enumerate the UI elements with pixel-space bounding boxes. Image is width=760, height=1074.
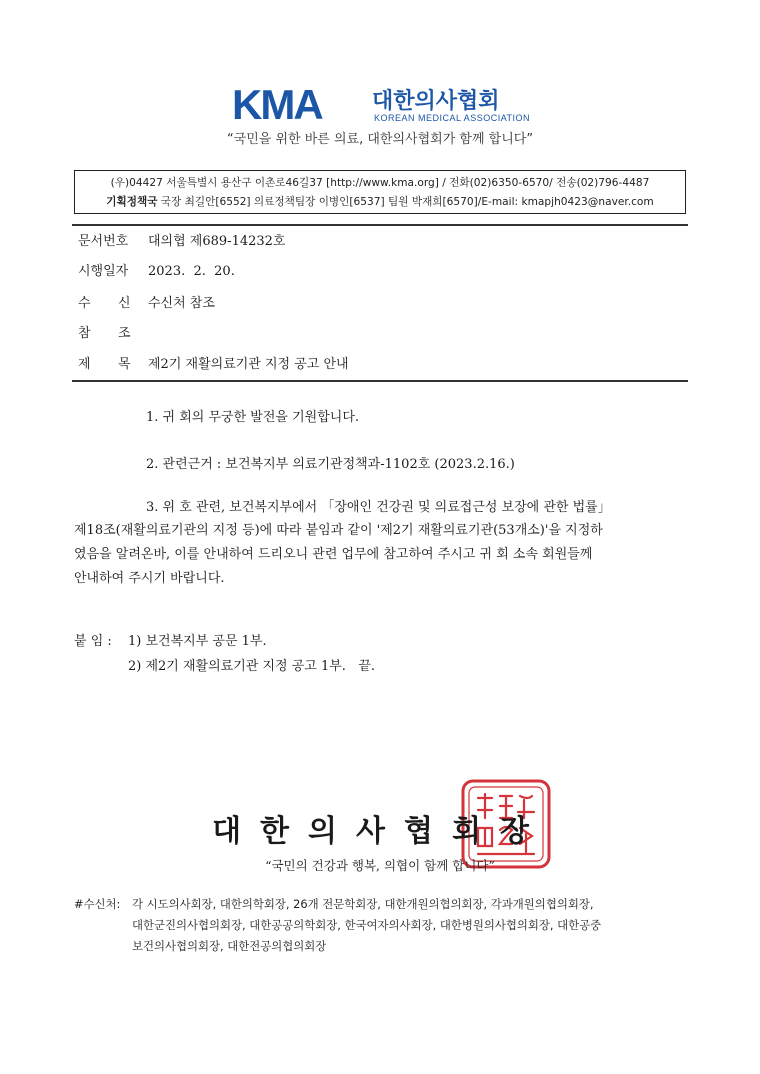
recipients-line-2: 대한군진의사협의회장, 대한공공의학회장, 한국여자의사회장, 대한병원의사협의회장, 대한공중 xyxy=(132,918,602,932)
meta-reference xyxy=(78,324,148,344)
body-paragraph-3-line-4: 안내하여 주시기 바랍니다. xyxy=(74,571,225,586)
doc-no-label: 문서번호 xyxy=(78,234,129,249)
meta-date xyxy=(78,262,235,282)
recipients-label: #수신처: xyxy=(74,897,121,911)
contact-staff-line xyxy=(75,193,685,212)
signature-title: 대한의사협회장 xyxy=(212,814,548,849)
subject-value: 제2기 재활의료기관 지정 공고 안내 xyxy=(148,357,349,372)
body-paragraph-2: 2. 관련근거 : 보건복지부 의료기관정책과-1102호 (2023.2.16.) xyxy=(146,457,515,472)
meta-subject xyxy=(78,355,349,375)
logo-org-name-en: Korean Medical Association xyxy=(374,113,531,123)
signature-motto: “국민의 건강과 행복, 의협이 함께 합니다” xyxy=(265,858,495,873)
body-paragraph-1: 1. 귀 회의 무궁한 발전을 기원합니다. xyxy=(146,410,360,425)
meta-doc-no xyxy=(78,232,285,252)
body-paragraph-3-line-3: 였음을 알려온바, 이를 안내하여 드리오니 관련 업무에 참고하여 주시고 귀 회 소속 회원들께 xyxy=(74,547,593,562)
contact-staff: 국장 최길안[6552] 의료정책팀장 이병인[6537] 팀원 박재희[6570]/E-mail: kmapjh0423@naver.com xyxy=(157,196,654,208)
meta-rule xyxy=(72,380,688,382)
recipients-line-3: 보건의사협의회장, 대한전공의협의회장 xyxy=(132,939,327,953)
subject-label-1: 제 xyxy=(78,357,91,372)
date-value: 2023. 2. 20. xyxy=(148,264,235,279)
meta-recipient xyxy=(78,294,215,314)
attachment-item-1: 1) 보건복지부 공문 1부. xyxy=(128,634,267,649)
contact-address-line: (우)04427 서울특별시 용산구 이촌로46길37 [http://www.kma.org] / 전화(02)6350-6570/ 전송(02)796-4487 xyxy=(110,177,650,189)
subject-label-2: 목 xyxy=(118,357,131,372)
contact-box xyxy=(74,170,686,214)
to-value: 수신처 참조 xyxy=(148,296,215,311)
header-rule xyxy=(72,224,688,226)
body-paragraph-3-line-1: 3. 위 호 관련, 보건복지부에서 「장애인 건강권 및 의료접근성 보장에 관한 법률」 xyxy=(146,500,611,515)
attachments-label: 붙 임 : xyxy=(74,634,112,649)
date-label: 시행일자 xyxy=(78,264,129,279)
logo-org-name-kr: 대한의사협회 xyxy=(372,89,500,114)
ref-label-2: 조 xyxy=(118,326,131,341)
logo-mark: KMA xyxy=(232,86,322,124)
recipients-line-1: 각 시도의사회장, 대한의학회장, 26개 전문학회장, 대한개원의협의회장, 각과개원의협의회장, xyxy=(132,897,594,911)
contact-dept: 기획정책국 xyxy=(106,196,158,208)
body-paragraph-3-line-2: 제18조(재활의료기관의 지정 등)에 따라 붙임과 같이 '제2기 재활의료기관(53개소)'을 지정하 xyxy=(74,523,603,538)
header-slogan: “국민을 위한 바른 의료, 대한의사협회가 함께 합니다” xyxy=(226,132,534,147)
to-label-1: 수 xyxy=(78,296,91,311)
to-label-2: 신 xyxy=(118,296,131,311)
doc-no-value: 대의협 제689-14232호 xyxy=(148,234,286,249)
attachment-item-2: 2) 제2기 재활의료기관 지정 공고 1부. 끝. xyxy=(128,659,376,674)
kma-logo xyxy=(232,86,532,124)
ref-label-1: 참 xyxy=(78,326,91,341)
